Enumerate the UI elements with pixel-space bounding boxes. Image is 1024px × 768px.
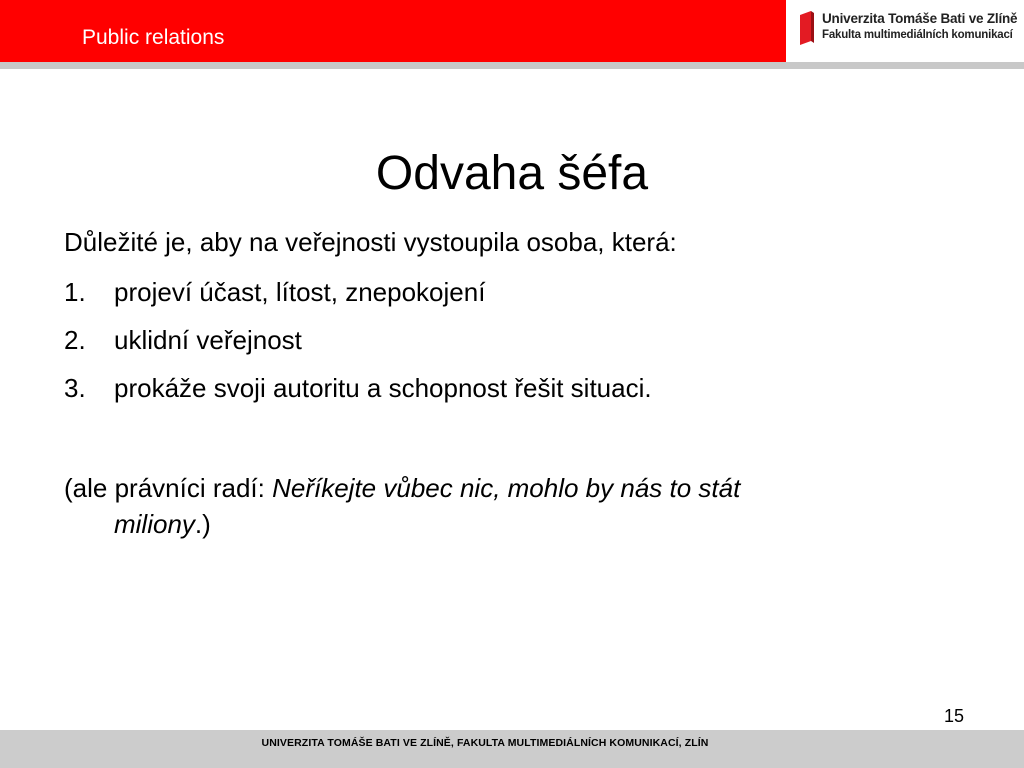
header-divider [0, 62, 1024, 69]
note-line-2 [64, 506, 964, 542]
intro-text: Důležité je, aby na veřejnosti vystoupila osoba, která: [64, 227, 677, 257]
list-item-text: uklidní veřejnost [114, 325, 302, 355]
book-icon [800, 11, 814, 45]
list-item-number: 2. [64, 325, 86, 355]
note-quote: Neříkejte vůbec nic, mohlo by nás to stát [272, 473, 741, 503]
list-item-text: prokáže svoji autoritu a schopnost řešit situaci. [114, 373, 652, 403]
university-logo [800, 9, 1020, 49]
footer-text: UNIVERZITA TOMÁŠE BATI VE ZLÍNĚ, FAKULTA MULTIMEDIÁLNÍCH KOMUNIKACÍ, ZLÍN [261, 737, 709, 749]
note-quote-end: miliony [114, 509, 195, 539]
list-item-number: 3. [64, 373, 86, 403]
logo-university-name: Univerzita Tomáše Bati ve Zlíně [822, 11, 1018, 26]
list-item-text: projeví účast, lítost, znepokojení [114, 277, 486, 307]
slide-title: Odvaha šéfa [375, 147, 649, 200]
course-title: Public relations [82, 26, 225, 49]
list-item-number: 1. [64, 277, 86, 307]
lawyers-note [64, 470, 964, 542]
slide-number: 15 [943, 706, 964, 726]
note-suffix: .) [194, 509, 211, 539]
logo-faculty-name: Fakulta multimediálních komunikací [822, 29, 1013, 41]
note-prefix: (ale právníci radí: [64, 473, 273, 503]
